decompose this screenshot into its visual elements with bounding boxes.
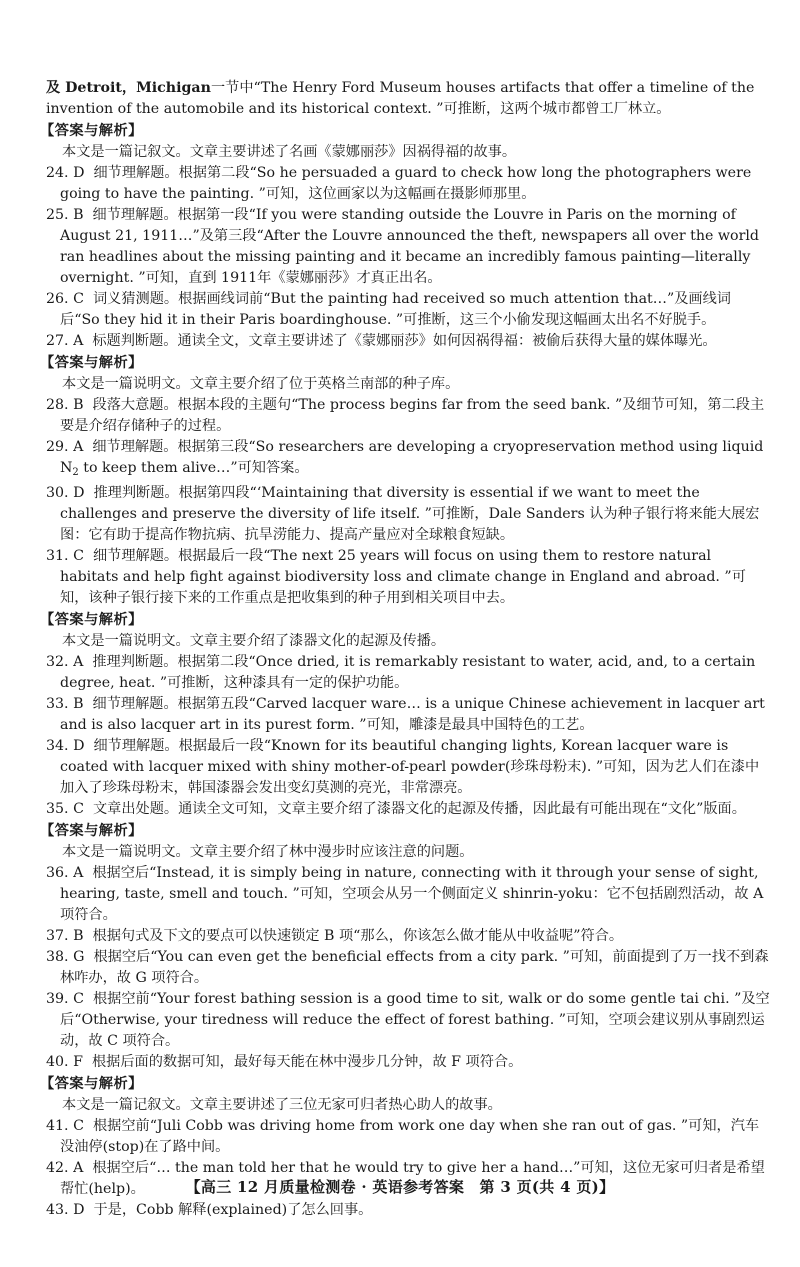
section-header: 【答案与解析】 bbox=[40, 1076, 143, 1092]
answer-item: 43. D 于是，Cobb 解释(explained)了怎么回事。 bbox=[46, 1202, 373, 1218]
section-summary: 本文是一篇说明文。文章主要介绍了位于英格兰南部的种子库。 bbox=[62, 376, 460, 392]
section-forest-bathing bbox=[40, 821, 770, 1073]
answer-item: 34. D 细节理解题。根据最后一段“Known for its beautiful changing lights, Korean lacquer ware is coated with lacquer mixed with shiny mother-of-pearl powder(珍珠母粉末). ”可知，因为艺人们在漆中加入了珍珠母粉末，韩国漆器会发出变幻莫测的亮光，非常漂亮。 bbox=[46, 738, 760, 796]
section-header: 【答案与解析】 bbox=[40, 612, 143, 628]
section-header: 【答案与解析】 bbox=[40, 123, 143, 139]
section-header: 【答案与解析】 bbox=[40, 355, 143, 371]
answer-item: 38. G 根据空后“You can even get the beneficial effects from a city park. ”可知，前面提到了万一找不到森林咋办，故 G 项符合。 bbox=[46, 949, 769, 986]
answer-item: 32. A 推理判断题。根据第二段“Once dried, it is remarkably resistant to water, acid, and, to a certain degree, heat. ”可推断，这种漆具有一定的保护功能。 bbox=[46, 654, 756, 691]
answer-item: 31. C 细节理解题。根据最后一段“The next 25 years will focus on using them to restore natural habitats and help fight against biodiversity loss and climate change in England and abroad. ”可知，该种子银行接下来的工作重点是把收集到的种子用到相关项目中去。 bbox=[46, 548, 746, 606]
page-footer: 【高三 12 月质量检测卷 · 英语参考答案 第 3 页(共 4 页)】 bbox=[185, 1178, 615, 1196]
answer-item: 36. A 根据空后“Instead, it is simply being in nature, connecting with it through your sense of sight, hearing, taste, smell and touch. ”可知，空项会从另一个侧面定义 shinrin-yoku：它不包括剧烈活动，故 A 项符合。 bbox=[46, 865, 764, 923]
section-header: 【答案与解析】 bbox=[40, 823, 143, 839]
section-homeless-helpers bbox=[40, 1074, 770, 1221]
answer-item: 37. B 根据句式及下文的要点可以快速锁定 B 项“那么，你该怎么做才能从中收益呢”符合。 bbox=[46, 928, 624, 944]
section-summary: 本文是一篇记叙文。文章主要讲述了名画《蒙娜丽莎》因祸得福的故事。 bbox=[62, 144, 517, 160]
section-seed-bank bbox=[40, 353, 770, 609]
intro-bold-prefix: 及 Detroit，Michigan bbox=[46, 80, 211, 96]
section-lacquer bbox=[40, 610, 770, 820]
answer-item: 33. B 细节理解题。根据第五段“Carved lacquer ware… is a unique Chinese achievement in lacquer art and is also lacquer art in its purest form. ”可知，雕漆是最具中国特色的工艺。 bbox=[46, 696, 765, 733]
answer-item: 39. C 根据空前“Your forest bathing session is a good time to sit, walk or do some gentle tai chi. ”及空后“Otherwise, your tiredness will reduce the effect of forest bathing. ”可知，空项会建议别从事剧烈运动，故 C 项符合。 bbox=[46, 991, 770, 1049]
answer-item: 40. F 根据后面的数据可知，最好每天能在林中漫步几分钟，故 F 项符合。 bbox=[46, 1054, 523, 1070]
answer-item: 35. C 文章出处题。通读全文可知，文章主要介绍了漆器文化的起源及传播，因此最有可能出现在“文化”版面。 bbox=[46, 801, 746, 817]
answer-item: 28. B 段落大意题。根据本段的主题句“The process begins far from the seed bank. ”及细节可知，第二段主要是介绍存储种子的过程。 bbox=[46, 397, 765, 434]
answer-item: 27. A 标题判断题。通读全文，文章主要讲述了《蒙娜丽莎》如何因祸得福：被偷后获得大量的媒体曝光。 bbox=[46, 333, 717, 349]
answer-item: 24. D 细节理解题。根据第二段“So he persuaded a guard to check how long the photographers were going to have the painting. ”可知，这位画家以为这幅画在摄影师那里。 bbox=[46, 165, 752, 202]
answer-item: 30. D 推理判断题。根据第四段“‘Maintaining that diversity is essential if we want to meet the challenges and preserve the diversity of life itself. ”可推断，Dale Sanders 认为种子银行将来能大展宏图：它有助于提高作物抗病、抗旱涝能力、提高产量应对全球粮食短缺。 bbox=[46, 485, 760, 543]
section-summary: 本文是一篇说明文。文章主要介绍了林中漫步时应该注意的问题。 bbox=[62, 844, 474, 860]
section-summary: 本文是一篇说明文。文章主要介绍了漆器文化的起源及传播。 bbox=[62, 633, 446, 649]
answer-item: 25. B 细节理解题。根据第一段“If you were standing outside the Louvre in Paris on the morning of August 21, 1911…”及第三段“After the Louvre announced the theft, newspapers all over the world ran headlines about the missing painting and it became an incredibly famous painting—literally overnight. ”可知，直到 1911年《蒙娜丽莎》才真正出名。 bbox=[46, 207, 760, 286]
intro-text: 一节中“The Henry Ford Museum houses artifacts that offer a timeline of the invention of the automobile and its historical context. ”可推断，这两个城市都曾工厂林立。 bbox=[46, 80, 755, 117]
answer-item: 26. C 词义猜测题。根据画线词前“But the painting had received so much attention that…”及画线词后“So they hid it in their Paris boardinghouse. ”可推断，这三个小偷发现这幅画太出名不好脱手。 bbox=[46, 291, 731, 328]
answer-item: 41. C 根据空前“Juli Cobb was driving home from work one day when she ran out of gas. ”可知，汽车没油停(stop)在了路中间。 bbox=[46, 1118, 760, 1155]
answer-item: 42. A 根据空后“… the man told her that he would try to give her a hand…”可知，这位无家可归者是希望帮忙(help)。 bbox=[46, 1160, 765, 1197]
answer-item: 29. A 细节理解题。根据第三段“So researchers are developing a cryopreservation method using liquid $N_2$ to keep them alive…”可知答案。 bbox=[46, 439, 764, 478]
section-mona-lisa bbox=[40, 121, 770, 352]
answer-page bbox=[40, 78, 770, 1221]
intro-paragraph bbox=[46, 78, 770, 120]
section-summary: 本文是一篇记叙文。文章主要讲述了三位无家可归者热心助人的故事。 bbox=[62, 1097, 502, 1113]
